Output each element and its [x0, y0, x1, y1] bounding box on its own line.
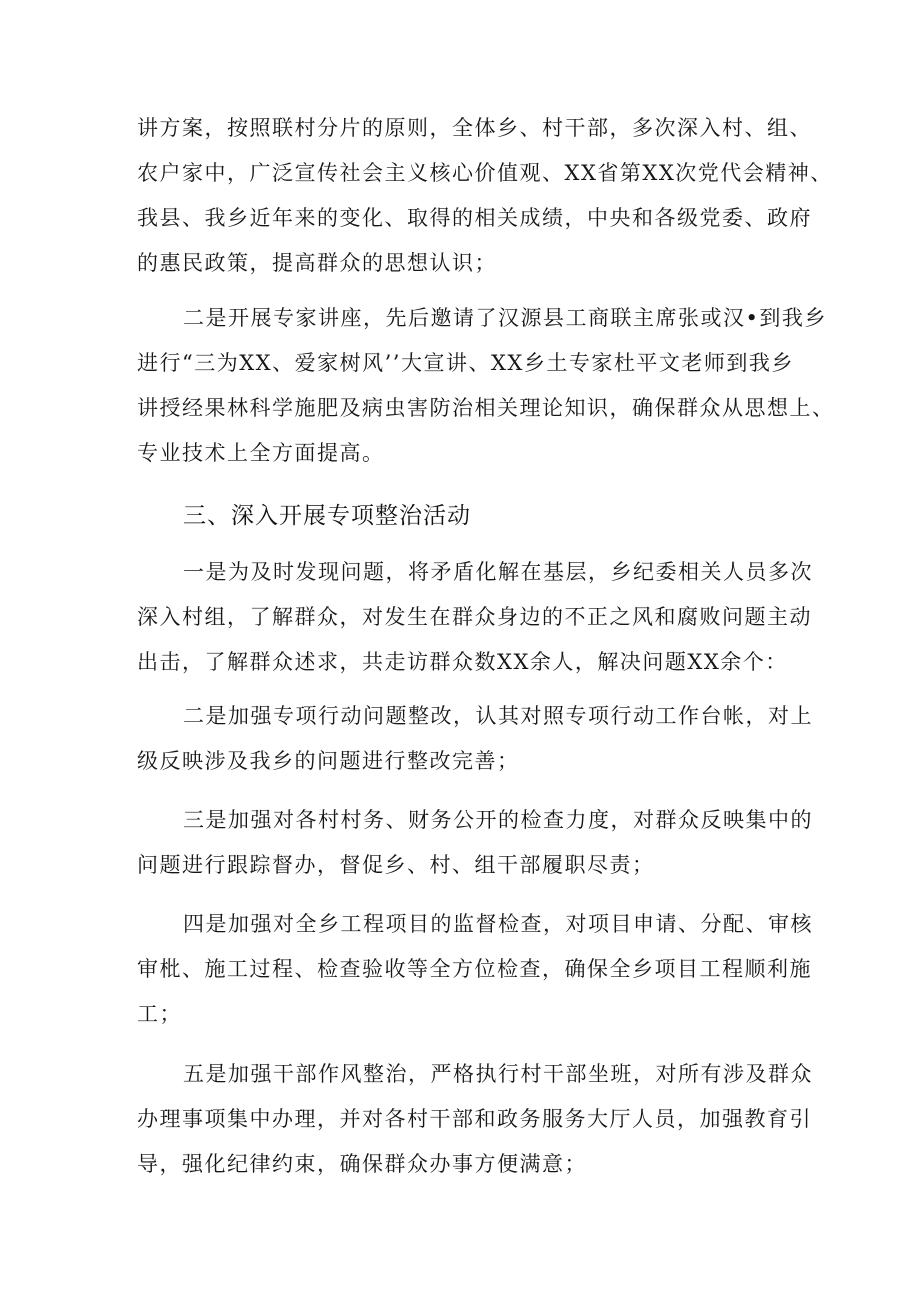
- text-line: 讲授经果林科学施肥及病虫害防治相关理论知识，确保群众从思想上、: [137, 396, 835, 420]
- paragraph-expert-lectures: [137, 296, 835, 476]
- text-line: 的惠民政策，提高群众的思想认识；: [137, 251, 497, 275]
- section-heading: 三、深入开展专项整治活动: [183, 503, 471, 529]
- paragraph-item-5: [137, 1052, 813, 1187]
- text-line: 我县、我乡近年来的变化、取得的相关成绩，中央和各级党委、政府: [137, 206, 812, 230]
- paragraph-item-4: [137, 902, 813, 1037]
- paragraph-publicity-continued: [137, 106, 833, 286]
- text-line: 二是加强专项行动问题整改，认其对照专项行动工作台帐，对上: [183, 704, 813, 728]
- paragraph-item-3: [137, 798, 813, 888]
- text-line: 办理事项集中办理，并对各村干部和政务服务大厅人员，加强教育引: [137, 1107, 812, 1131]
- paragraph-item-1: [137, 550, 813, 685]
- text-line: 级反映涉及我乡的问题进行整改完善；: [137, 749, 520, 773]
- text-line: 三是加强对各村村务、财务公开的检查力度，对群众反映集中的: [183, 808, 813, 832]
- text-line: 五是加强干部作风整治，严格执行村干部坐班，对所有涉及群众: [183, 1062, 813, 1086]
- text-line: 专业技术上全方面提高。: [137, 441, 385, 465]
- text-line: 一是为及时发现问题，将矛盾化解在基层，乡纪委相关人员多次: [183, 560, 813, 584]
- text-line: 导，强化纪律约束，确保群众办事方便满意；: [137, 1152, 587, 1176]
- text-line: 农户家中，广泛宣传社会主义核心价值观、XX省第XX次党代会精神、: [137, 161, 833, 185]
- text-line: 四是加强对全乡工程项目的监督检查，对项目申请、分配、审核: [183, 912, 813, 936]
- text-line: 工；: [137, 1002, 182, 1026]
- text-line: 讲方案，按照联村分片的原则，全体乡、村干部，多次深入村、组、: [137, 116, 812, 140]
- text-line: 审枇、施工过程、检查验收等全方位检查，确保全乡项目工程顺利施: [137, 957, 812, 981]
- text-line: 进行“三为XX、爱家树风’’大宣讲、XX乡土专家杜平文老师到我乡: [137, 351, 794, 375]
- text-line: 问题进行跟踪督办，督促乡、村、组干部履职尽责；: [137, 853, 655, 877]
- text-line: 深入村组，了解群众，对发生在群众身边的不正之风和腐败问题主动: [137, 605, 812, 629]
- text-line: 出击，了解群众述求，共走访群众数XX余人，解决问题XX余个：: [137, 650, 788, 674]
- paragraph-item-2: [137, 694, 813, 784]
- text-line: 二是开展专家讲座，先后邀请了汉源县工商联主席张或汉•到我乡: [183, 306, 827, 330]
